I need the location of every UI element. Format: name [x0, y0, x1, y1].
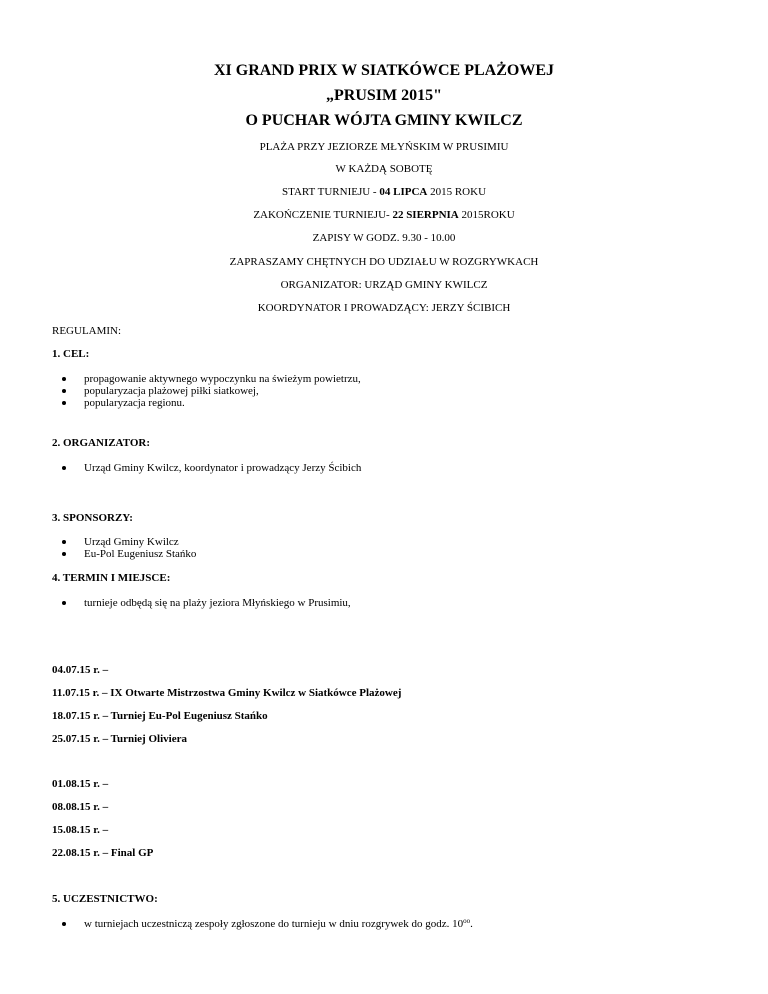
- end-suffix: 2015ROKU: [458, 209, 515, 221]
- organizer-line: ORGANIZATOR: URZĄD GMINY KWILCZ: [280, 279, 488, 291]
- date-entry: 25.07.15 r. – Turniej Oliviera: [52, 733, 187, 745]
- event-name: „PRUSIM 2015": [326, 87, 442, 104]
- bullet-icon: [62, 401, 66, 405]
- organizer-list: [52, 462, 361, 474]
- list-item: popularyzacja regionu.: [52, 397, 361, 409]
- start-date: 04 LIPCA: [379, 186, 428, 198]
- location-line: PLAŻA PRZY JEZIORZE MŁYŃSKIM W PRUSIMIU: [259, 141, 509, 153]
- start-line: [0, 186, 768, 198]
- bullet-icon: [62, 389, 66, 393]
- document-title: XI GRAND PRIX W SIATKÓWCE PLAŻOWEJ: [213, 62, 555, 79]
- bullet-icon: [62, 601, 66, 605]
- list-item: Urząd Gminy Kwilcz: [52, 536, 196, 548]
- superscript: oo: [463, 917, 471, 925]
- end-prefix: ZAKOŃCZENIE TURNIEJU-: [253, 209, 393, 221]
- end-line: [0, 209, 768, 221]
- registration-line: ZAPISY W GODZ. 9.30 - 10.00: [312, 232, 456, 244]
- sponsors-heading: 3. SPONSORZY:: [52, 512, 133, 524]
- date-entry: 18.07.15 r. – Turniej Eu-Pol Eugeniusz Stańko: [52, 710, 268, 722]
- bullet-icon: [62, 540, 66, 544]
- date-entry: 04.07.15 r. –: [52, 664, 109, 676]
- sponsors-list: [52, 536, 196, 560]
- goal-heading: 1. CEL:: [52, 348, 90, 360]
- bullet-icon: [62, 466, 66, 470]
- venue-list: [52, 597, 351, 609]
- start-prefix: START TURNIEJU -: [281, 186, 380, 198]
- start-suffix: 2015 ROKU: [427, 186, 487, 198]
- goal-list: [52, 373, 361, 409]
- invitation-line: ZAPRASZAMY CHĘTNYCH DO UDZIAŁU W ROZGRYWKACH: [229, 256, 539, 268]
- participation-heading: 5. UCZESTNICTWO:: [52, 893, 158, 905]
- bullet-icon: [62, 552, 66, 556]
- regulations-heading: REGULAMIN:: [52, 325, 122, 337]
- date-entry: 01.08.15 r. –: [52, 778, 109, 790]
- end-date: 22 SIERPNIA: [392, 209, 459, 221]
- list-item: Urząd Gminy Kwilcz, koordynator i prowadzący Jerzy Ścibich: [52, 462, 361, 474]
- date-entry: 22.08.15 r. – Final GP: [52, 847, 154, 859]
- bullet-icon: [62, 922, 66, 926]
- date-entry: 15.08.15 r. –: [52, 824, 109, 836]
- participation-list: [52, 918, 473, 930]
- coordinator-line: KOORDYNATOR I PROWADZĄCY: JERZY ŚCIBICH: [257, 302, 511, 314]
- bullet-icon: [62, 377, 66, 381]
- date-entry: 11.07.15 r. – IX Otwarte Mistrzostwa Gminy Kwilcz w Siatkówce Plażowej: [52, 687, 402, 699]
- date-entry: 08.08.15 r. –: [52, 801, 109, 813]
- schedule-line: W KAŻDĄ SOBOTĘ: [335, 163, 433, 175]
- list-item: turnieje odbędą się na plaży jeziora Młyńskiego w Prusimiu,: [52, 597, 351, 609]
- list-item: Eu-Pol Eugeniusz Stańko: [52, 548, 196, 560]
- list-item: w turniejach uczestniczą zespoły zgłoszone do turnieju w dniu rozgrywek do godz. $10^{oo}$.: [52, 918, 473, 930]
- venue-heading: 4. TERMIN I MIEJSCE:: [52, 572, 171, 584]
- organizer-heading: 2. ORGANIZATOR:: [52, 437, 150, 449]
- list-item: propagowanie aktywnego wypoczynku na świeżym powietrzu,: [52, 373, 361, 385]
- list-item: popularyzacja plażowej piłki siatkowej,: [52, 385, 361, 397]
- cup-title: O PUCHAR WÓJTA GMINY KWILCZ: [245, 112, 523, 129]
